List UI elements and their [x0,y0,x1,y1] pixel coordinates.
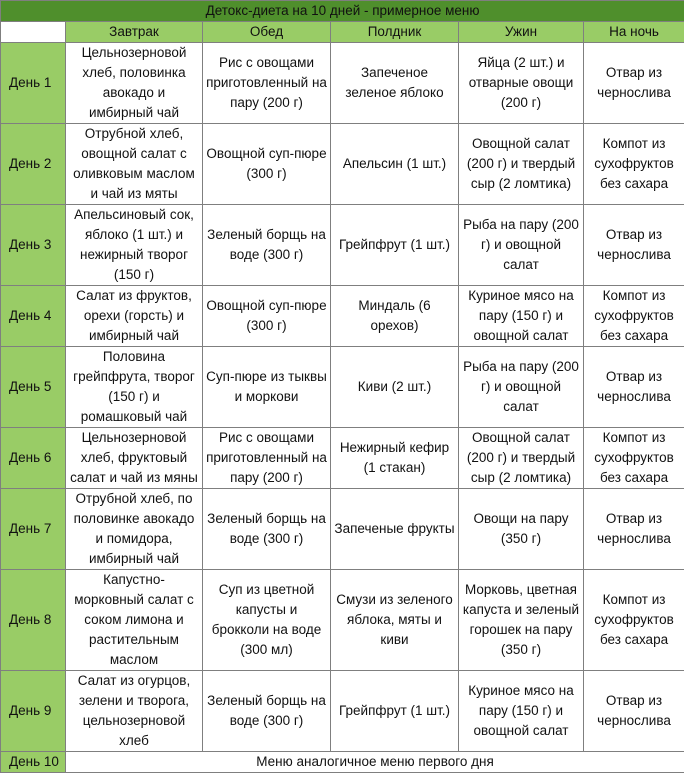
day-label: День 3 [1,205,66,286]
lunch-cell: Зеленый борщь на воде (300 г) [203,671,331,752]
day-label: День 5 [1,347,66,428]
snack-cell: Грейпфрут (1 шт.) [331,671,459,752]
breakfast-cell: Салат из фруктов, орехи (горсть) и имбирный чай [66,286,203,347]
breakfast-cell: Капустно-морковный салат с соком лимона и растительным маслом [66,570,203,671]
snack-cell: Запеченые фрукты [331,489,459,570]
night-cell: Компот из сухофруктов без сахара [584,286,684,347]
snack-cell: Смузи из зеленого яблока, мяты и киви [331,570,459,671]
lunch-cell: Зеленый борщь на воде (300 г) [203,489,331,570]
dinner-cell: Морковь, цветная капуста и зеленый горошек на пару (350 г) [459,570,584,671]
day-label: День 10 [1,752,66,773]
dinner-cell: Яйца (2 шт.) и отварные овощи (200 г) [459,43,584,124]
snack-cell: Апельсин (1 шт.) [331,124,459,205]
day-label: День 7 [1,489,66,570]
day-10-note: Меню аналогичное меню первого дня [66,752,684,773]
day-label: День 1 [1,43,66,124]
night-cell: Отвар из чернослива [584,489,684,570]
breakfast-cell: Половина грейпфрута, творог (150 г) и ромашковый чай [66,347,203,428]
breakfast-cell: Отрубной хлеб, по половинке авокадо и помидора, имбирный чай [66,489,203,570]
lunch-cell: Суп-пюре из тыквы и моркови [203,347,331,428]
dinner-cell: Овощной салат (200 г) и твердый сыр (2 ломтика) [459,124,584,205]
header-corner [1,22,66,43]
snack-cell: Нежирный кефир (1 стакан) [331,428,459,489]
breakfast-cell: Цельнозерновой хлеб, фруктовый салат и чай из мяны [66,428,203,489]
lunch-cell: Овощной суп-пюре (300 г) [203,124,331,205]
header-snack: Полдник [331,22,459,43]
day-row-1 [1,43,684,124]
day-row-8 [1,570,684,671]
breakfast-cell: Отрубной хлеб, овощной салат с оливковым маслом и чай из мяты [66,124,203,205]
night-cell: Компот из сухофруктов без сахара [584,428,684,489]
dinner-cell: Овощи на пару (350 г) [459,489,584,570]
day-row-7 [1,489,684,570]
header-night: На ночь [584,22,684,43]
day-label: День 4 [1,286,66,347]
day-label: День 8 [1,570,66,671]
day-label: День 6 [1,428,66,489]
lunch-cell: Рис с овощами приготовленный на пару (200 г) [203,43,331,124]
dinner-cell: Рыба на пару (200 г) и овощной салат [459,205,584,286]
night-cell: Отвар из чернослива [584,43,684,124]
lunch-cell: Овощной суп-пюре (300 г) [203,286,331,347]
night-cell: Компот из сухофруктов без сахара [584,570,684,671]
dinner-cell: Куриное мясо на пару (150 г) и овощной салат [459,286,584,347]
night-cell: Компот из сухофруктов без сахара [584,124,684,205]
snack-cell: Миндаль (6 орехов) [331,286,459,347]
day-label: День 9 [1,671,66,752]
day-row-6 [1,428,684,489]
day-row-4 [1,286,684,347]
snack-cell: Киви (2 шт.) [331,347,459,428]
day-row-5 [1,347,684,428]
day-label: День 2 [1,124,66,205]
title-row [1,1,684,22]
header-row [1,22,684,43]
breakfast-cell: Салат из огурцов, зелени и творога, цельнозерновой хлеб [66,671,203,752]
header-lunch: Обед [203,22,331,43]
dinner-cell: Куриное мясо на пару (150 г) и овощной салат [459,671,584,752]
day-row-3 [1,205,684,286]
lunch-cell: Зеленый борщь на воде (300 г) [203,205,331,286]
snack-cell: Запеченое зеленое яблоко [331,43,459,124]
table-title: Детокс-диета на 10 дней - примерное меню [1,1,684,22]
dinner-cell: Рыба на пару (200 г) и овощной салат [459,347,584,428]
day-row-10 [1,752,684,773]
lunch-cell: Суп из цветной капусты и брокколи на воде (300 мл) [203,570,331,671]
dinner-cell: Овощной салат (200 г) и твердый сыр (2 ломтика) [459,428,584,489]
night-cell: Отвар из чернослива [584,347,684,428]
day-row-2 [1,124,684,205]
breakfast-cell: Апельсиновый сок, яблоко (1 шт.) и нежирный творог (150 г) [66,205,203,286]
header-dinner: Ужин [459,22,584,43]
header-breakfast: Завтрак [66,22,203,43]
day-row-9 [1,671,684,752]
night-cell: Отвар из чернослива [584,205,684,286]
breakfast-cell: Цельнозерновой хлеб, половинка авокадо и имбирный чай [66,43,203,124]
lunch-cell: Рис с овощами приготовленный на пару (200 г) [203,428,331,489]
snack-cell: Грейпфрут (1 шт.) [331,205,459,286]
night-cell: Отвар из чернослива [584,671,684,752]
